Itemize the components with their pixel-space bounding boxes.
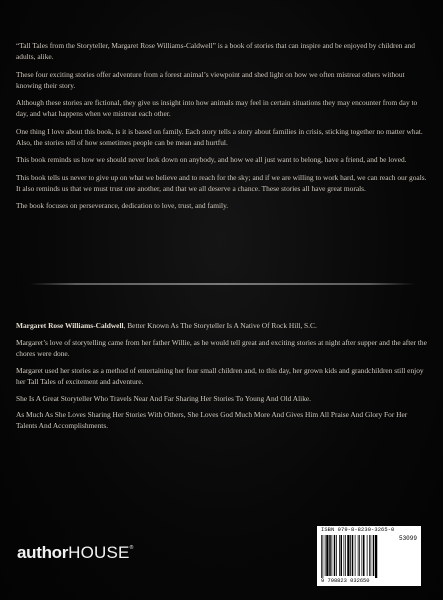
barcode-bar <box>355 535 356 576</box>
author-intro-text: , Better Known As The Storyteller Is A Native Of Rock Hill, S.C. <box>123 321 317 330</box>
barcode-bar <box>334 535 336 576</box>
barcode-bar <box>369 535 370 576</box>
barcode-bar <box>336 535 337 576</box>
section-divider <box>30 283 415 285</box>
trademark-symbol: ® <box>129 545 133 551</box>
barcode-bar <box>375 535 377 578</box>
blurb-paragraph: This book tells us never to give up on what we believe and to reach for the sky; and if we are willing to work hard, we can reach our goals. It also reminds us that we must trust one another, and that we all deserve a chance. These stories all have great morals. <box>16 172 427 193</box>
barcode-bar <box>347 535 349 576</box>
barcode-bar <box>367 535 368 576</box>
barcode-bars <box>321 535 393 578</box>
barcode-bar <box>359 535 360 576</box>
author-bio <box>16 320 429 437</box>
blurb-paragraph: One thing I love about this book, is it is based on family. Each story tells a story about families in crisis, sticking together no matter what. Also, the stories tell of how sometimes people can be mean and hurtful. <box>16 126 423 147</box>
isbn-label: ISBN 979-8-8230-3265-0 <box>321 527 395 533</box>
logo-author-text: author <box>17 543 69 562</box>
barcode-bar <box>326 535 328 576</box>
barcode-number: 9 798823 032650 <box>321 578 370 584</box>
price-code: 53099 <box>398 535 417 542</box>
bio-paragraph: Margaret used her stories as a method of entertaining her four small children and, to this day, her grown kids and grandchildren still enjoy her Tall Tales of excitement and adventure. <box>16 365 424 386</box>
barcode-bar <box>332 535 333 576</box>
barcode-bar <box>362 535 363 576</box>
barcode-bar <box>325 535 326 576</box>
logo-house-text: HOUSE <box>68 543 130 562</box>
barcode-bar <box>373 535 375 576</box>
bio-paragraph: Margaret’s love of storytelling came from her father Willie, as he would tell great and exciting stories at night after supper and the after the chores were done. <box>16 337 427 358</box>
blurb-paragraph: This book reminds us how we should never look down on anybody, and how we all just want to belong, have a friend, and be loved. <box>16 155 407 165</box>
barcode-bar <box>345 535 346 576</box>
barcode-bar <box>358 535 359 576</box>
bio-intro <box>16 320 429 331</box>
book-blurb <box>16 40 429 218</box>
blurb-paragraph: These four exciting stories offer adventure from a forest animal’s viewpoint and shed light on how we often mistreat others without knowing their story. <box>16 69 405 90</box>
barcode-bar <box>323 535 324 578</box>
barcode-bar <box>344 535 345 576</box>
barcode-bar <box>350 535 351 576</box>
blurb-paragraph: The book focuses on perseverance, dedication to love, trust, and family. <box>16 201 229 211</box>
blurb-paragraph: Although these stories are fictional, they give us insight into how animals may feel in certain situations they may encounter from day to day, and what happens when we mistreat each other. <box>16 98 418 119</box>
barcode-bar <box>363 535 365 576</box>
author-name: Margaret Rose Williams-Caldwell <box>16 321 124 330</box>
isbn-barcode <box>317 526 421 586</box>
barcode-bar <box>352 535 354 576</box>
bio-paragraph: As Much As She Loves Sharing Her Stories With Others, She Loves God Much More And Gives Him All Praise And Glory For Her Talents And Accomplishments. <box>16 410 408 431</box>
barcode-bar <box>321 535 322 578</box>
blurb-paragraph: “Tall Tales from the Storyteller, Margaret Rose Williams-Caldwell” is a book of stories that can inspire and be enjoyed by children and adults, alike. <box>16 41 415 62</box>
barcode-bar <box>339 535 340 576</box>
bio-paragraph: She Is A Great Storyteller Who Travels Near And Far Sharing Her Stories To Young And Old Alike. <box>16 393 312 403</box>
barcode-bar <box>371 535 372 576</box>
publisher-logo <box>17 543 133 563</box>
barcode-bar <box>341 535 343 576</box>
barcode-bar <box>329 535 331 576</box>
